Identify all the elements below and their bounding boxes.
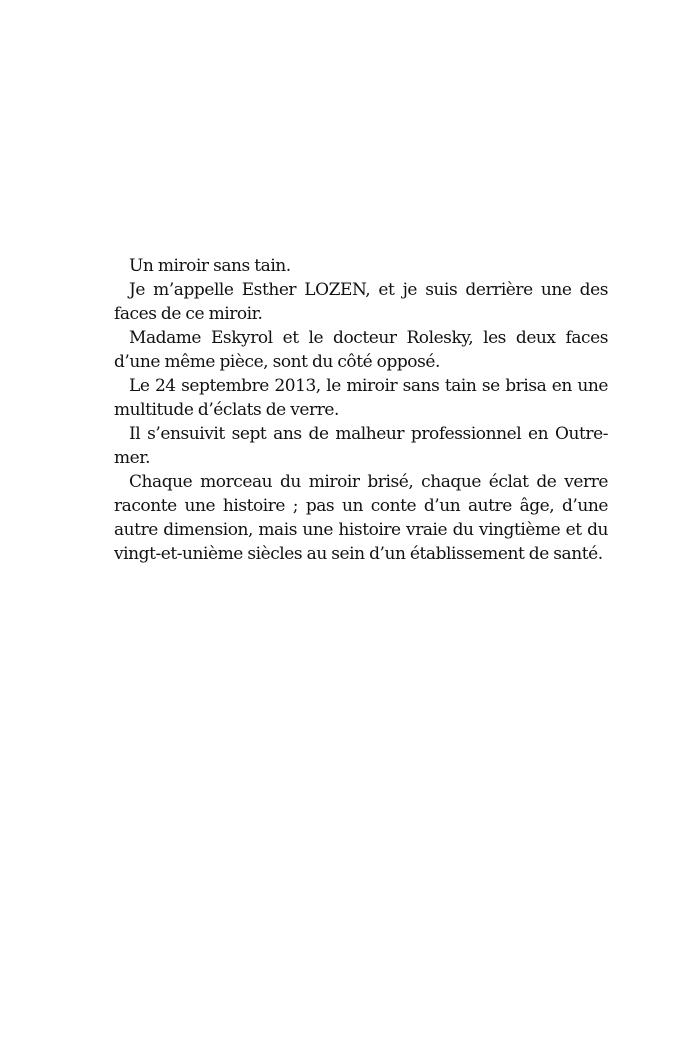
body-text [114,254,608,566]
paragraph: Il s’ensuivit sept ans de malheur professionnel en Outre-mer. [114,424,608,468]
paragraph: Madame Eskyrol et le docteur Rolesky, les deux faces d’une même pièce, sont du côté opposé. [114,328,608,372]
paragraph: Chaque morceau du miroir brisé, chaque éclat de verre raconte une histoire ; pas un conte d’un autre âge, d’une autre dimension, mais une histoire vraie du vingtième et du vingt-et-unième siècles au sein d’un établissement de santé. [114,472,608,564]
paragraph: Je m’appelle Esther LOZEN, et je suis derrière une des faces de ce miroir. [114,280,608,324]
paragraph: Le 24 septembre 2013, le miroir sans tain se brisa en une multitude d’éclats de verre. [114,376,608,420]
paragraph: Un miroir sans tain. [129,256,291,276]
